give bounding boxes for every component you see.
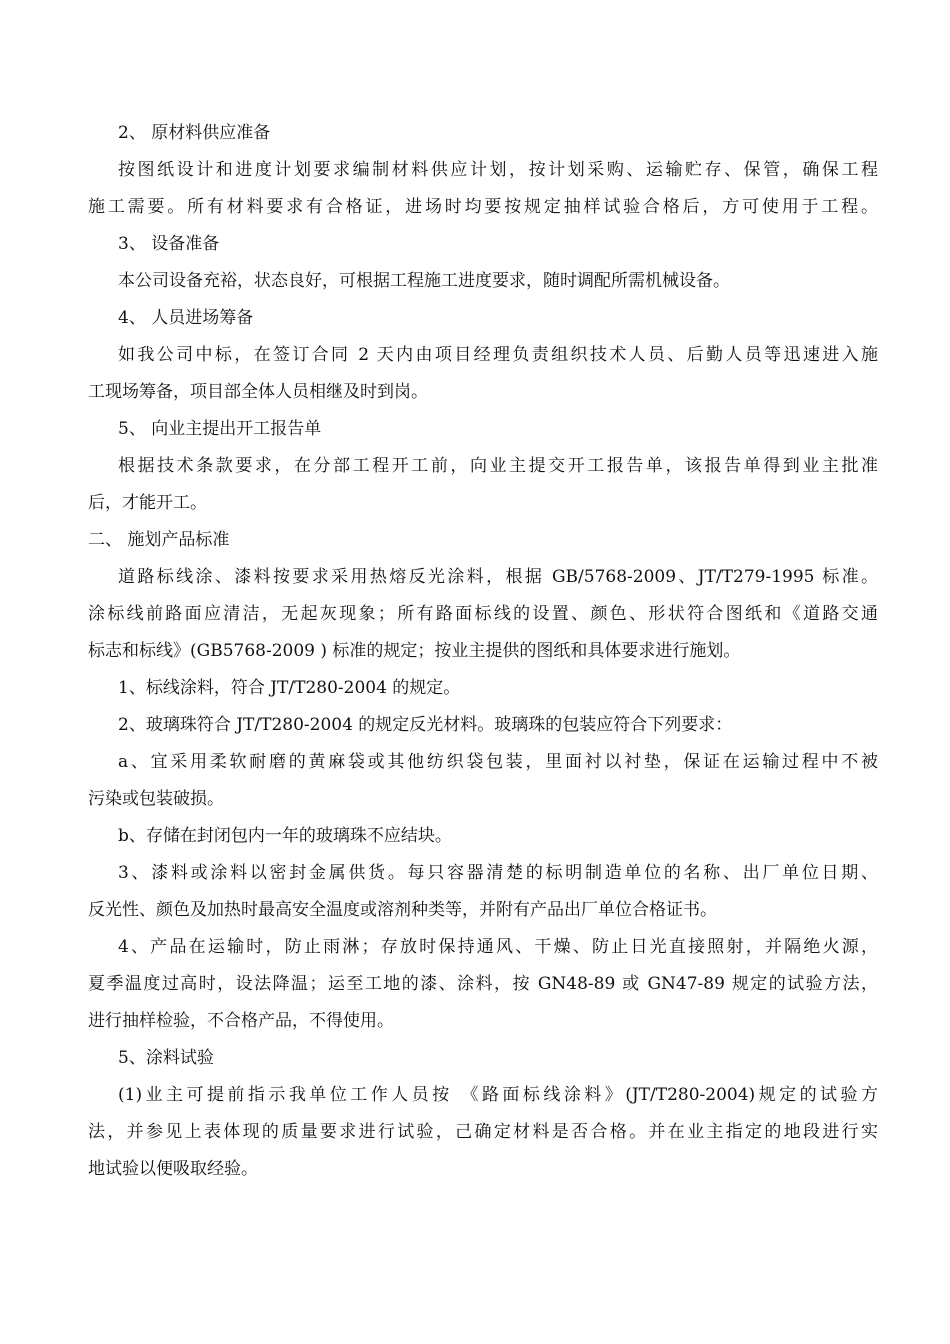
list-item: 4、产品在运输时，防止雨淋；存放时保持通风、干燥、防止日光直接照射，并隔绝火源， <box>118 937 878 957</box>
paragraph-line: 按图纸设计和进度计划要求编制材料供应计划，按计划采购、运输贮存、保管，确保工程 <box>118 160 878 180</box>
paragraph-line: 反光性、颜色及加热时最高安全温度或溶剂种类等，并附有产品出厂单位合格证书。 <box>88 900 717 920</box>
paragraph-line: 后，才能开工。 <box>88 493 207 513</box>
paragraph-line: 夏季温度过高时，设法降温；运至工地的漆、涂料，按 GN48-89 或 GN47-89 规定的试验方法， <box>88 974 878 994</box>
heading-personnel-preparation: 4、 人员进场筹备 <box>118 308 254 328</box>
heading-start-report: 5、 向业主提出开工报告单 <box>118 419 322 439</box>
paragraph-line: 如我公司中标，在签订合同 2 天内由项目经理负责组织技术人员、后勤人员等迅速进入施 <box>118 345 878 365</box>
list-item: 1、标线涂料，符合 JT/T280-2004 的规定。 <box>118 678 461 698</box>
section-heading-product-standards: 二、 施划产品标准 <box>88 530 230 550</box>
list-item: b、存储在封闭包内一年的玻璃珠不应结块。 <box>118 826 452 846</box>
list-item: (1)业主可提前指示我单位工作人员按 《路面标线涂料》(JT/T280-2004)规定的试验方 <box>118 1085 878 1105</box>
heading-raw-material-supply: 2、 原材料供应准备 <box>118 123 271 143</box>
paragraph-line: 工现场筹备，项目部全体人员相继及时到岗。 <box>88 382 428 402</box>
paragraph-line: 施工需要。所有材料要求有合格证，进场时均要按规定抽样试验合格后，方可使用于工程。 <box>88 197 878 217</box>
paragraph-line: 道路标线涂、漆料按要求采用热熔反光涂料，根据 GB/5768-2009、JT/T279-1995 标准。 <box>118 567 878 587</box>
list-item: 3、漆料或涂料以密封金属供货。每只容器清楚的标明制造单位的名称、出厂单位日期、 <box>118 863 878 883</box>
paragraph-line: 标志和标线》(GB5768-2009 ) 标准的规定；按业主提供的图纸和具体要求进行施划。 <box>88 641 741 661</box>
paragraph-line: 法，并参见上表体现的质量要求进行试验，己确定材料是否合格。并在业主指定的地段进行实 <box>88 1122 878 1142</box>
list-item: 2、玻璃珠符合 JT/T280-2004 的规定反光材料。玻璃珠的包装应符合下列要求： <box>118 715 733 735</box>
heading-equipment-preparation: 3、 设备准备 <box>118 234 220 254</box>
paragraph-line: 污染或包装破损。 <box>88 789 224 809</box>
heading-coating-test: 5、涂料试验 <box>118 1048 214 1068</box>
paragraph-line: 根据技术条款要求，在分部工程开工前，向业主提交开工报告单，该报告单得到业主批准 <box>118 456 878 476</box>
list-item: a、宜采用柔软耐磨的黄麻袋或其他纺织袋包装，里面衬以衬垫，保证在运输过程中不被 <box>118 752 878 772</box>
paragraph-line: 本公司设备充裕，状态良好，可根据工程施工进度要求，随时调配所需机械设备。 <box>118 271 730 291</box>
paragraph-line: 进行抽样检验，不合格产品，不得使用。 <box>88 1011 394 1031</box>
paragraph-line: 地试验以便吸取经验。 <box>88 1159 258 1179</box>
paragraph-line: 涂标线前路面应清洁，无起灰现象；所有路面标线的设置、颜色、形状符合图纸和《道路交通 <box>88 604 878 624</box>
